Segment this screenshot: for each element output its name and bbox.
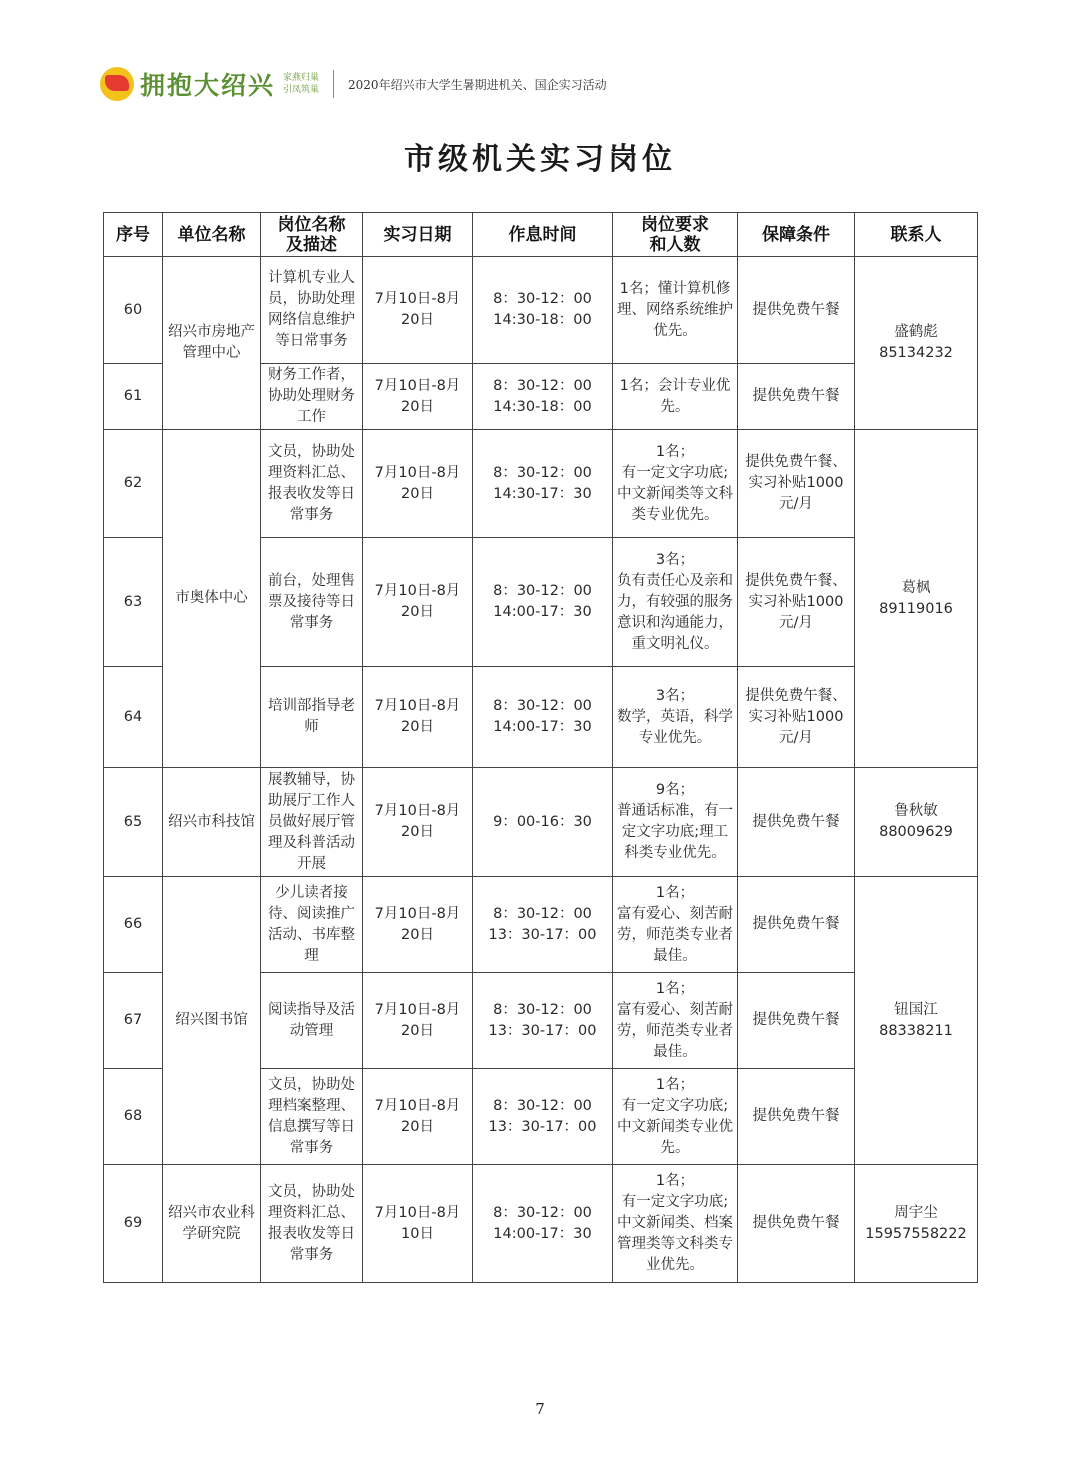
- row-no: 67: [104, 973, 163, 1069]
- intern-date: 7月10日-8月20日: [363, 364, 473, 430]
- row-no: 62: [104, 430, 163, 538]
- contact-phone: 88338211: [879, 1022, 953, 1039]
- table-header-row: [104, 213, 978, 257]
- benefit: 提供免费午餐: [738, 1165, 855, 1283]
- table-row: [104, 257, 978, 364]
- intern-date: 7月10日-8月20日: [363, 667, 473, 768]
- time-pm: 14:30-18：00: [493, 398, 592, 415]
- work-time: [473, 430, 613, 538]
- header-position: [261, 213, 363, 257]
- time-am: 8：30-12：00: [493, 464, 592, 481]
- requirement: 1名；会计专业优先。: [613, 364, 738, 430]
- contact-name: 周宇尘: [894, 1204, 938, 1221]
- unit-name: 绍兴市房地产管理中心: [163, 257, 261, 430]
- sub-slogan-line1: 家燕归巢: [283, 73, 320, 83]
- youth-league-emblem-icon: [100, 67, 134, 101]
- position-desc: 财务工作者，协助处理财务工作: [261, 364, 363, 430]
- req-detail: 有一定文字功底;中文新闻类等文科类专业优先。: [617, 464, 733, 523]
- req-count: 3名；: [655, 687, 695, 704]
- work-time: [473, 877, 613, 973]
- req-detail: 富有爱心、刻苦耐劳，师范类专业者最佳。: [617, 1001, 733, 1060]
- row-no: 60: [104, 257, 163, 364]
- intern-date: 7月10日-8月20日: [363, 257, 473, 364]
- activity-title: 2020年绍兴市大学生暑期进机关、国企实习活动: [348, 77, 607, 92]
- contact-phone: 88009629: [879, 824, 953, 840]
- work-time: [473, 973, 613, 1069]
- intern-date: 7月10日-8月10日: [363, 1165, 473, 1283]
- benefit: 提供免费午餐: [738, 257, 855, 364]
- table-row: [104, 430, 978, 538]
- header-req-line1: 岗位要求: [641, 214, 709, 235]
- work-time: [473, 257, 613, 364]
- contact-phone: 15957558222: [865, 1225, 967, 1242]
- contact-phone: 89119016: [879, 600, 953, 617]
- contact-name: 葛枫: [901, 579, 931, 596]
- time-pm: 13：30-17：00: [488, 1022, 597, 1039]
- work-time: [473, 364, 613, 430]
- time-pm: 14:00-17：30: [493, 604, 592, 620]
- page-header: [100, 62, 607, 106]
- contact: [855, 430, 978, 768]
- work-time: 9：00-16：30: [473, 768, 613, 877]
- header-position-line1: 岗位名称: [277, 214, 346, 235]
- requirement: [613, 1069, 738, 1165]
- contact: [855, 768, 978, 877]
- position-desc: 计算机专业人员，协助处理网络信息维护等日常事务: [261, 257, 363, 364]
- header-no: 序号: [104, 213, 163, 257]
- req-count: 1名；: [655, 1076, 695, 1093]
- row-no: 66: [104, 877, 163, 973]
- requirement: [613, 1165, 738, 1283]
- slogan: 拥抱大绍兴: [140, 71, 276, 100]
- contact-name: 鲁秋敏: [894, 803, 938, 819]
- time-pm: 13：30-17：00: [488, 926, 597, 943]
- header-date: 实习日期: [363, 213, 473, 257]
- time-am: 8：30-12：00: [493, 583, 592, 599]
- position-desc: 文员，协助处理资料汇总、报表收发等日常事务: [261, 430, 363, 538]
- row-no: 64: [104, 667, 163, 768]
- benefit: 提供免费午餐、实习补贴1000元/月: [738, 538, 855, 667]
- req-detail: 数学，英语，科学专业优先。: [617, 708, 733, 746]
- intern-date: 7月10日-8月20日: [363, 430, 473, 538]
- header-benefit: 保障条件: [738, 213, 855, 257]
- work-time: [473, 1069, 613, 1165]
- header-divider: [333, 70, 334, 98]
- position-desc: 培训部指导老师: [261, 667, 363, 768]
- req-detail: 有一定文字功底;中文新闻类专业优先。: [617, 1097, 733, 1156]
- req-detail: 普通话标准，有一定文字功底;理工科类专业优先。: [617, 803, 733, 861]
- work-time: [473, 538, 613, 667]
- time-pm: 14:30-18：00: [493, 312, 592, 328]
- requirement: [613, 973, 738, 1069]
- time-pm: 14:30-17：30: [493, 485, 592, 502]
- req-count: 9名；: [655, 782, 695, 798]
- benefit: 提供免费午餐: [738, 1069, 855, 1165]
- header-time: 作息时间: [473, 213, 613, 257]
- intern-date: 7月10日-8月20日: [363, 877, 473, 973]
- benefit: 提供免费午餐、实习补贴1000元/月: [738, 667, 855, 768]
- table-row: [104, 877, 978, 973]
- contact-phone: 85134232: [879, 345, 953, 361]
- work-time: [473, 1165, 613, 1283]
- time-pm: 13：30-17：00: [488, 1118, 597, 1135]
- row-no: 61: [104, 364, 163, 430]
- contact: [855, 877, 978, 1165]
- table-row: [104, 768, 978, 877]
- unit-name: 绍兴图书馆: [163, 877, 261, 1165]
- req-count: 1名；: [655, 1173, 695, 1189]
- unit-name: 市奥体中心: [163, 430, 261, 768]
- requirement: [613, 430, 738, 538]
- header-contact: 联系人: [855, 213, 978, 257]
- req-detail: 负有责任心及亲和力，有较强的服务意识和沟通能力，重文明礼仪。: [617, 572, 733, 652]
- intern-date: 7月10日-8月20日: [363, 768, 473, 877]
- page-number: 7: [535, 1400, 545, 1418]
- contact: [855, 1165, 978, 1283]
- time-pm: 14:00-17：30: [493, 719, 592, 735]
- position-desc: 文员，协助处理资料汇总、报表收发等日常事务: [261, 1165, 363, 1283]
- intern-date: 7月10日-8月20日: [363, 973, 473, 1069]
- requirement: [613, 877, 738, 973]
- time-am: 8：30-12：00: [493, 1001, 592, 1018]
- time-am: 8：30-12：00: [493, 698, 592, 714]
- requirement: [613, 768, 738, 877]
- row-no: 69: [104, 1165, 163, 1283]
- position-desc: 阅读指导及活动管理: [261, 973, 363, 1069]
- time-am: 8：30-12：00: [493, 1097, 592, 1114]
- position-desc: 文员，协助处理档案整理、信息撰写等日常事务: [261, 1069, 363, 1165]
- position-desc: 少儿读者接待、阅读推广活动、书库整理: [261, 877, 363, 973]
- row-no: 68: [104, 1069, 163, 1165]
- row-no: 65: [104, 768, 163, 877]
- table-row: [104, 1165, 978, 1283]
- requirement: [613, 667, 738, 768]
- page-title: 市级机关实习岗位: [404, 142, 676, 177]
- req-count: 1名；: [655, 884, 695, 901]
- position-desc: 前台，处理售票及接待等日常事务: [261, 538, 363, 667]
- time-am: 8：30-12：00: [493, 377, 592, 394]
- time-pm: 14:00-17：30: [493, 1225, 592, 1242]
- req-detail: 富有爱心、刻苦耐劳，师范类专业者最佳。: [617, 905, 733, 964]
- time-am: 8：30-12：00: [493, 291, 592, 307]
- req-count: 3名；: [655, 551, 695, 568]
- header-requirement: [613, 213, 738, 257]
- benefit: 提供免费午餐: [738, 877, 855, 973]
- benefit: 提供免费午餐: [738, 768, 855, 877]
- intern-date: 7月10日-8月20日: [363, 1069, 473, 1165]
- requirement: [613, 538, 738, 667]
- unit-name: 绍兴市科技馆: [163, 768, 261, 877]
- time-am: 8：30-12：00: [493, 1204, 592, 1221]
- benefit: 提供免费午餐、实习补贴1000元/月: [738, 430, 855, 538]
- benefit: 提供免费午餐: [738, 973, 855, 1069]
- unit-name: 绍兴市农业科学研究院: [163, 1165, 261, 1283]
- row-no: 63: [104, 538, 163, 667]
- time-am: 8：30-12：00: [493, 905, 592, 922]
- req-count: 1名；: [655, 980, 695, 997]
- sub-slogan: [283, 72, 319, 96]
- work-time: [473, 667, 613, 768]
- header-unit: 单位名称: [163, 213, 261, 257]
- requirement: 1名；懂计算机修理、网络系统维护优先。: [613, 257, 738, 364]
- header-req-line2: 和人数: [649, 234, 701, 255]
- intern-date: 7月10日-8月20日: [363, 538, 473, 667]
- contact-name: 钮国江: [894, 1001, 938, 1018]
- header-position-line2: 及描述: [286, 234, 337, 255]
- sub-slogan-line2: 引凤筑巢: [283, 85, 320, 95]
- benefit: 提供免费午餐: [738, 364, 855, 430]
- contact-name: 盛鹤彪: [894, 324, 938, 340]
- position-desc: 展教辅导，协助展厅工作人员做好展厅管理及科普活动开展: [261, 768, 363, 877]
- contact: [855, 257, 978, 430]
- req-count: 1名；: [655, 443, 695, 460]
- req-detail: 有一定文字功底;中文新闻类、档案管理类等文科类专业优先。: [617, 1194, 733, 1273]
- internship-table: [103, 212, 978, 1283]
